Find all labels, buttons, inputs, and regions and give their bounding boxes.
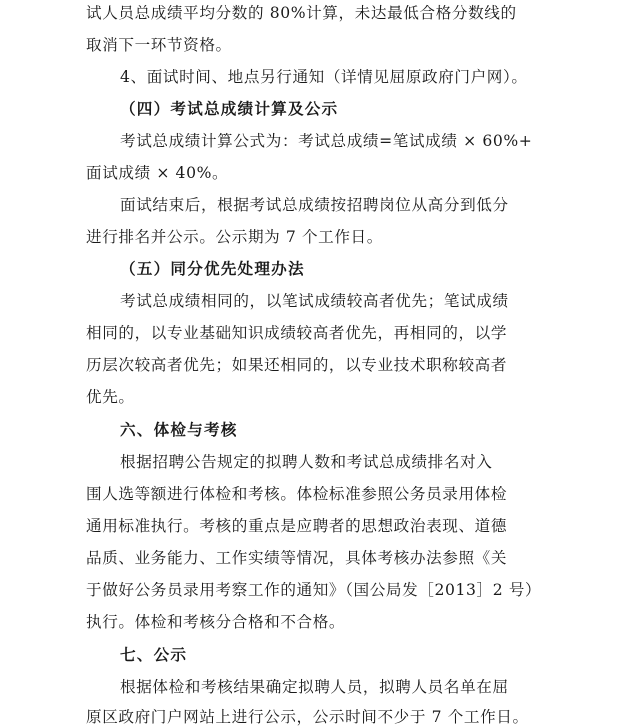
body-text-line: 面试结束后，根据考试总成绩按招聘岗位从高分到低分: [120, 196, 509, 214]
body-text-line: 根据体检和考核结果确定拟聘人员，拟聘人员名单在屈: [120, 678, 509, 696]
body-text-line: 考试总成绩计算公式为：考试总成绩=笔试成绩 × 60%+: [120, 132, 533, 150]
section-heading: （五）同分优先处理办法: [120, 260, 305, 278]
body-text-line: 执行。体检和考核分合格和不合格。: [86, 613, 346, 631]
body-text-line: 考试总成绩相同的，以笔试成绩较高者优先；笔试成绩: [120, 292, 509, 310]
chapter-heading: 七、公示: [120, 646, 188, 664]
body-text-line: 试人员总成绩平均分数的 80%计算，未达最低合格分数线的: [86, 4, 517, 22]
body-text-line: 4、面试时间、地点另行通知（详情见屈原政府门户网）。: [120, 68, 528, 86]
chapter-heading: 六、体检与考核: [120, 421, 238, 439]
body-text-line: 面试成绩 × 40%。: [86, 164, 229, 182]
body-text-line: 进行排名并公示。公示期为 7 个工作日。: [86, 228, 383, 246]
body-text-line: 取消下一环节资格。: [86, 36, 232, 54]
body-text-line: 于做好公务员录用考察工作的通知》（国公局发［2013］2 号）: [86, 581, 542, 599]
body-text-line: 原区政府门户网站上进行公示，公示时间不少于 7 个工作日。: [86, 708, 529, 726]
body-text-line: 品质、业务能力、工作实绩等情况，具体考核办法参照《关: [86, 549, 508, 567]
body-text-line: 通用标准执行。考核的重点是应聘者的思想政治表现、道德: [86, 517, 508, 535]
body-text-line: 优先。: [86, 388, 135, 406]
body-text-line: 相同的，以专业基础知识成绩较高者优先，再相同的，以学: [86, 324, 508, 342]
body-text-line: 根据招聘公告规定的拟聘人数和考试总成绩排名对入: [120, 453, 493, 471]
section-heading: （四）考试总成绩计算及公示: [120, 100, 339, 118]
body-text-line: 围人选等额进行体检和考核。体检标准参照公务员录用体检: [86, 485, 508, 503]
body-text-line: 历层次较高者优先；如果还相同的，以专业技术职称较高者: [86, 356, 508, 374]
